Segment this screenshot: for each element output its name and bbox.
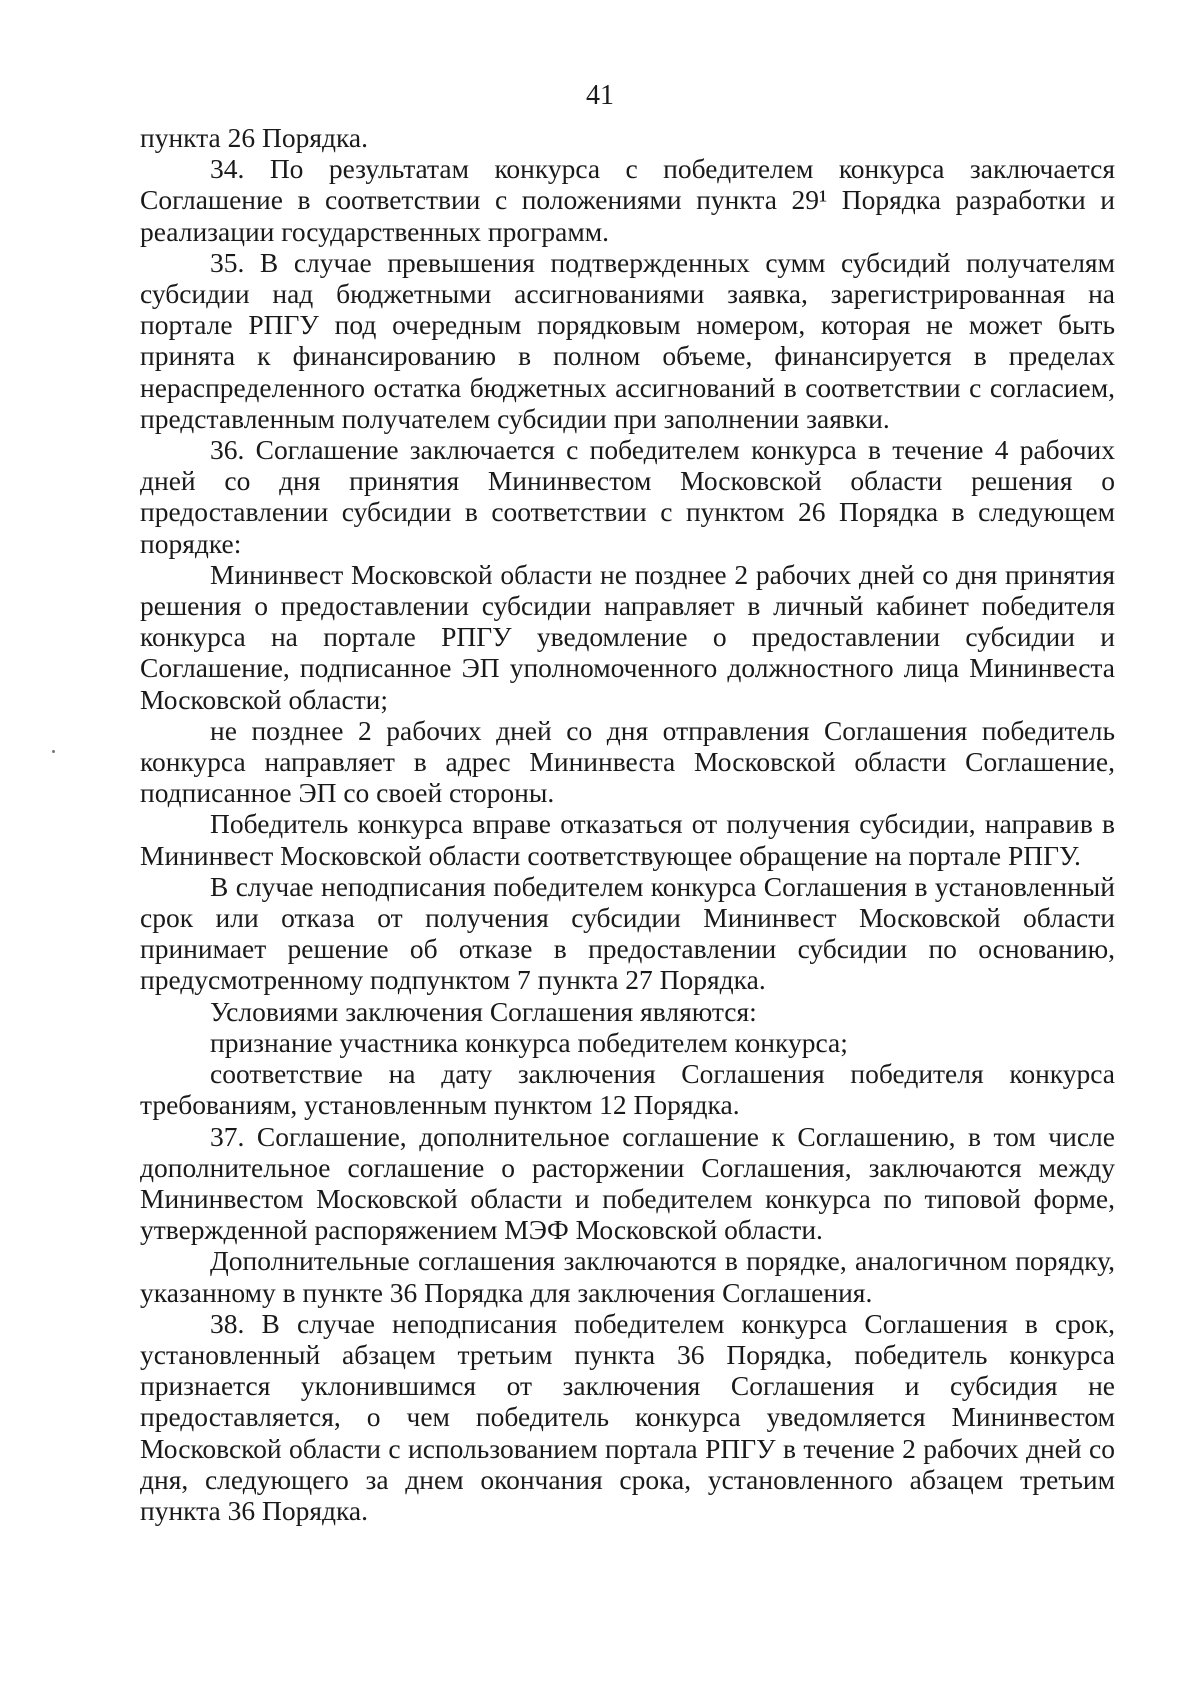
paragraph: 36. Соглашение заключается с победителем конкурса в течение 4 рабочих дней со дня принятия Мининвестом Московской области решения о предоставлении субсидии в соответствии с пунктом 26 Порядка в следующем порядке: — [140, 434, 1115, 559]
paragraph: соответствие на дату заключения Соглашения победителя конкурса требованиям, установленным пунктом 12 Порядка. — [140, 1058, 1115, 1121]
paragraph: пункта 26 Порядка. — [140, 122, 369, 153]
paragraph: 34. По результатам конкурса с победителем конкурса заключается Соглашение в соответствии с положениями пункта 29¹ Порядка разработки и реализации государственных программ. — [140, 153, 1115, 247]
paragraph: В случае неподписания победителем конкурса Соглашения в установленный срок или отказа от получения субсидии Мининвест Московской области принимает решение об отказе в предоставлении субсидии по основанию, предусмотренному подпунктом 7 пункта 27 Порядка. — [140, 870, 1115, 996]
page-number: 41 — [586, 80, 614, 111]
paragraph: 37. Соглашение, дополнительное соглашение к Соглашению, в том числе дополнительное соглашение о расторжении Соглашения, заключаются между Мининвестом Московской области и победителем конкурса по типовой форме, утвержденной распоряжением МЭФ Московской области. — [140, 1120, 1115, 1246]
paragraph: Дополнительные соглашения заключаются в порядке, аналогичном порядку, указанному в пункте 36 Порядка для заключения Соглашения. — [140, 1245, 1115, 1308]
scan-artifact — [52, 750, 55, 753]
paragraph: Победитель конкурса вправе отказаться от получения субсидии, направив в Мининвест Московской области соответствующее обращение на портале РПГУ. — [140, 808, 1115, 871]
paragraph: 38. В случае неподписания победителем конкурса Соглашения в срок, установленный абзацем третьим пункта 36 Порядка, победитель конкурса признается уклонившимся от заключения Соглашения и субсидия не предоставляется, о чем победитель конкурса уведомляется Мининвестом Московской области с использованием портала РПГУ в течение 2 рабочих дней со дня, следующего за днем окончания срока, установленного абзацем третьим пункта 36 Порядка. — [140, 1307, 1115, 1526]
document-body — [140, 122, 1115, 1526]
paragraph: 35. В случае превышения подтвержденных сумм субсидий получателям субсидии над бюджетными ассигнованиями заявка, зарегистрированная на портале РПГУ под очередным порядковым номером, которая не может быть принята к финансированию в полном объеме, финансируется в пределах нераспределенного остатка бюджетных ассигнований в соответствии с согласием, представленным получателем субсидии при заполнении заявки. — [140, 246, 1115, 434]
paragraph: не позднее 2 рабочих дней со дня отправления Соглашения победитель конкурса направляет в адрес Мининвеста Московской области Соглашение, подписанное ЭП со своей стороны. — [140, 714, 1115, 809]
paragraph: признание участника конкурса победителем конкурса; — [210, 1026, 848, 1058]
paragraph: Мининвест Московской области не позднее 2 рабочих дней со дня принятия решения о предоставлении субсидии направляет в личный кабинет победителя конкурса на портале РПГУ уведомление о предоставлении субсидии и Соглашение, подписанное ЭП уполномоченного должностного лица Мининвеста Московской области; — [140, 558, 1115, 715]
paragraph: Условиями заключения Соглашения являются: — [210, 995, 757, 1027]
